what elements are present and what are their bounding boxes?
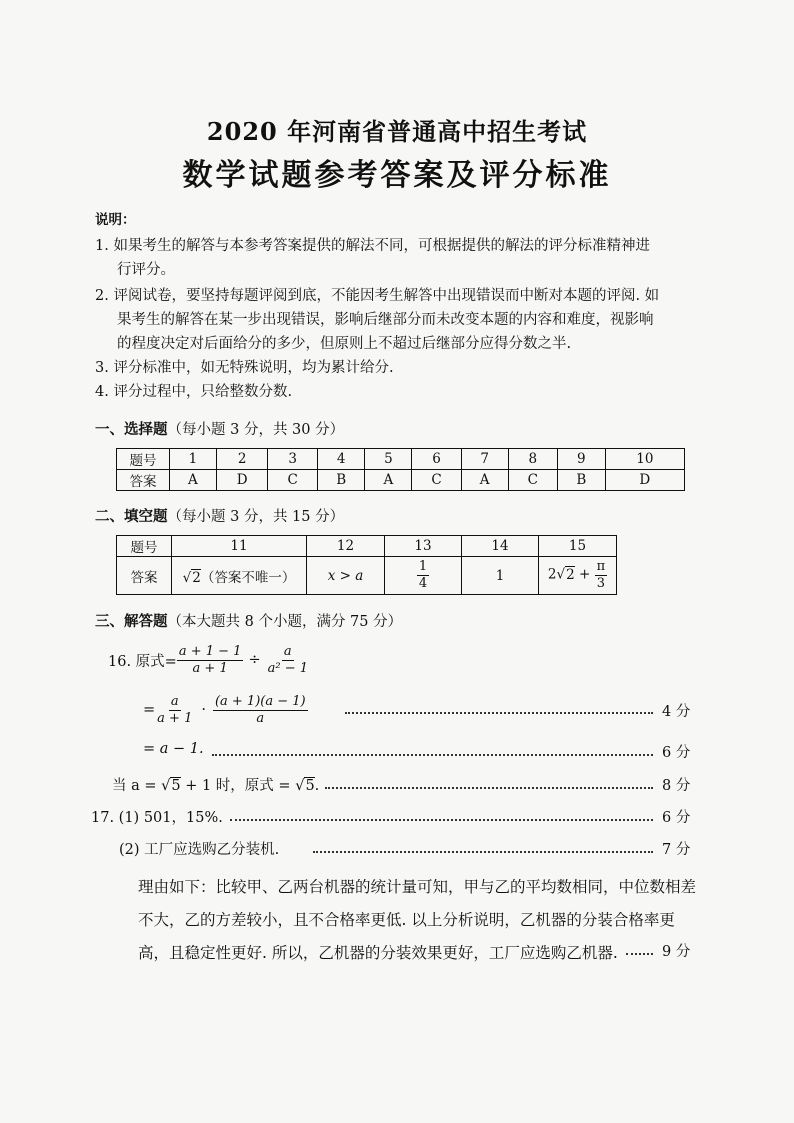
section3-note: （本大题共 8 个小题，满分 75 分） [167,614,403,630]
divide-sign: ÷ [248,652,261,669]
leader-dots [626,953,653,955]
leader-dots [345,712,653,714]
denominator: a [256,710,265,726]
plus-sign: + [574,567,595,583]
answer-cell: D [605,470,684,491]
score: 7 分 [662,842,691,858]
section2-note: （每小题 3 分，共 15 分） [167,509,345,525]
denominator: a + 1 [192,660,228,676]
answer-cell: A [461,470,508,491]
answer-cell: B [317,470,365,491]
denominator: a² − 1 [267,660,308,676]
leader-dots [230,819,653,821]
fraction [213,694,308,726]
q17-reason: 理由如下：比较甲、乙两台机器的统计量可知，甲与乙的平均数相同，中位数相差 [138,878,697,896]
note-line: 1. 如果考生的解答与本参考答案提供的解法不同，可根据提供的解法的评分标准精神进 [95,238,650,254]
q16-label: 16. 原式= [108,653,177,670]
leader-dots [313,851,653,853]
coefficient: 2 [547,567,557,583]
fraction [155,694,194,726]
fraction [266,644,310,676]
note-line: 的程度决定对后面给分的多少，但原则上不超过后继部分应得分数之半. [117,336,572,352]
fraction [595,559,608,591]
header-label: 题号 [117,449,170,470]
title-line1: 2020 年河南省普通高中招生考试 [206,117,588,146]
note-line: 3. 评分标准中，如无特殊说明，均为累计给分. [95,360,394,376]
multiply-dot: · [201,702,206,719]
question-number: 4 [317,449,365,470]
numerator: (a + 1)(a − 1) [214,694,306,709]
q17-part2: (2) 工厂应选购乙分装机. [119,842,280,858]
q16-line1 [108,644,310,676]
leader-dots [212,754,653,756]
question-number: 7 [461,449,508,470]
note-line: 2. 评阅试卷，要坚持每题评阅到底，不能因考生解答中出现错误而中断对本题的评阅. 如 [95,288,660,304]
answer-cell-14: 1 [462,557,539,595]
question-number: 12 [307,536,385,557]
denominator: a + 1 [157,710,193,726]
leader-dots [325,787,653,789]
table-row [117,557,617,595]
question-number: 14 [462,536,539,557]
section1-heading: 一、选择题 [95,421,168,438]
answer-cell-13 [385,557,462,595]
q16-text: + 1 时，原式 = [180,778,296,794]
question-number: 9 [558,449,606,470]
numerator: a + 1 − 1 [178,644,242,659]
section2-title [95,505,344,526]
header-label: 题号 [117,536,172,557]
answer-cell-11: √2（答案不唯一） [172,557,307,595]
note-line: 4. 评分过程中，只给整数分数. [95,384,293,400]
numerator: π [596,559,606,575]
radicand: 5 [171,778,181,794]
answer-label: 答案 [117,470,170,491]
score: 6 分 [662,745,691,761]
question-number: 3 [268,449,317,470]
score: 4 分 [662,704,691,720]
question-number: 5 [365,449,412,470]
numerator: 1 [418,559,428,575]
answer-cell: D [216,470,268,491]
question-number: 6 [412,449,461,470]
q16-line4: 当 a = √5 + 1 时，原式 = √5. [112,778,320,794]
answer-cell: A [365,470,412,491]
question-number: 15 [539,536,617,557]
question-number: 13 [385,536,462,557]
equals-sign: = [143,702,156,719]
question-number: 8 [508,449,557,470]
q16-line3: = a − 1. [143,741,204,757]
notes-heading: 说明： [95,212,136,228]
numerator: a [170,694,179,709]
answer-cell: C [268,470,317,491]
note-line: 果考生的解答在某一步出现错误，影响后继部分而未改变本题的内容和难度，视影响 [117,312,654,328]
fraction [417,559,429,591]
score: 9 分 [662,944,691,960]
fraction [177,644,244,676]
denominator: 3 [596,576,605,591]
radicand: 5 [305,778,315,794]
note-line: 行评分。 [117,262,175,278]
answer-cell: A [170,470,217,491]
answer-cell-15: 2√2 + $\frac{\pi}{3}$ [539,557,617,595]
q17-part1: 17. (1) 501，15%. [91,810,223,826]
choice-answer-table [116,448,685,491]
section1-note: （每小题 3 分，共 30 分） [167,422,345,438]
table-row [117,449,685,470]
question-number: 11 [172,536,307,557]
denominator: 4 [418,576,428,591]
table-row [117,536,617,557]
question-number: 1 [170,449,217,470]
answer-label: 答案 [117,557,172,595]
score: 6 分 [662,810,691,826]
numerator: a [283,644,292,659]
q16-text: 当 a = [112,778,162,794]
answer-cell: C [508,470,557,491]
score: 8 分 [662,778,691,794]
title-line2: 数学试题参考答案及评分标准 [182,158,612,193]
section3-heading: 三、解答题 [95,613,168,630]
q17-reason: 不大，乙的方差较小，且不合格率更低. 以上分析说明，乙机器的分装合格率更 [138,911,675,929]
answer-note: （答案不唯一） [200,569,296,586]
q16-line2 [143,694,308,726]
radicand: 2 [566,567,575,583]
section2-heading: 二、填空题 [95,508,168,525]
section3-title [95,610,402,631]
section1-title [95,418,344,439]
q16-text: . [314,778,320,794]
question-number: 10 [605,449,684,470]
answer-cell-12: x > a [307,557,385,595]
answer-cell: B [558,470,606,491]
radicand: 2 [192,569,201,586]
q17-reason: 高，且稳定性更好. 所以，乙机器的分装效果更好，工厂应选购乙机器. [138,944,618,962]
answer-cell: C [412,470,461,491]
table-row [117,470,685,491]
question-number: 2 [216,449,268,470]
fill-answer-table [116,535,617,595]
